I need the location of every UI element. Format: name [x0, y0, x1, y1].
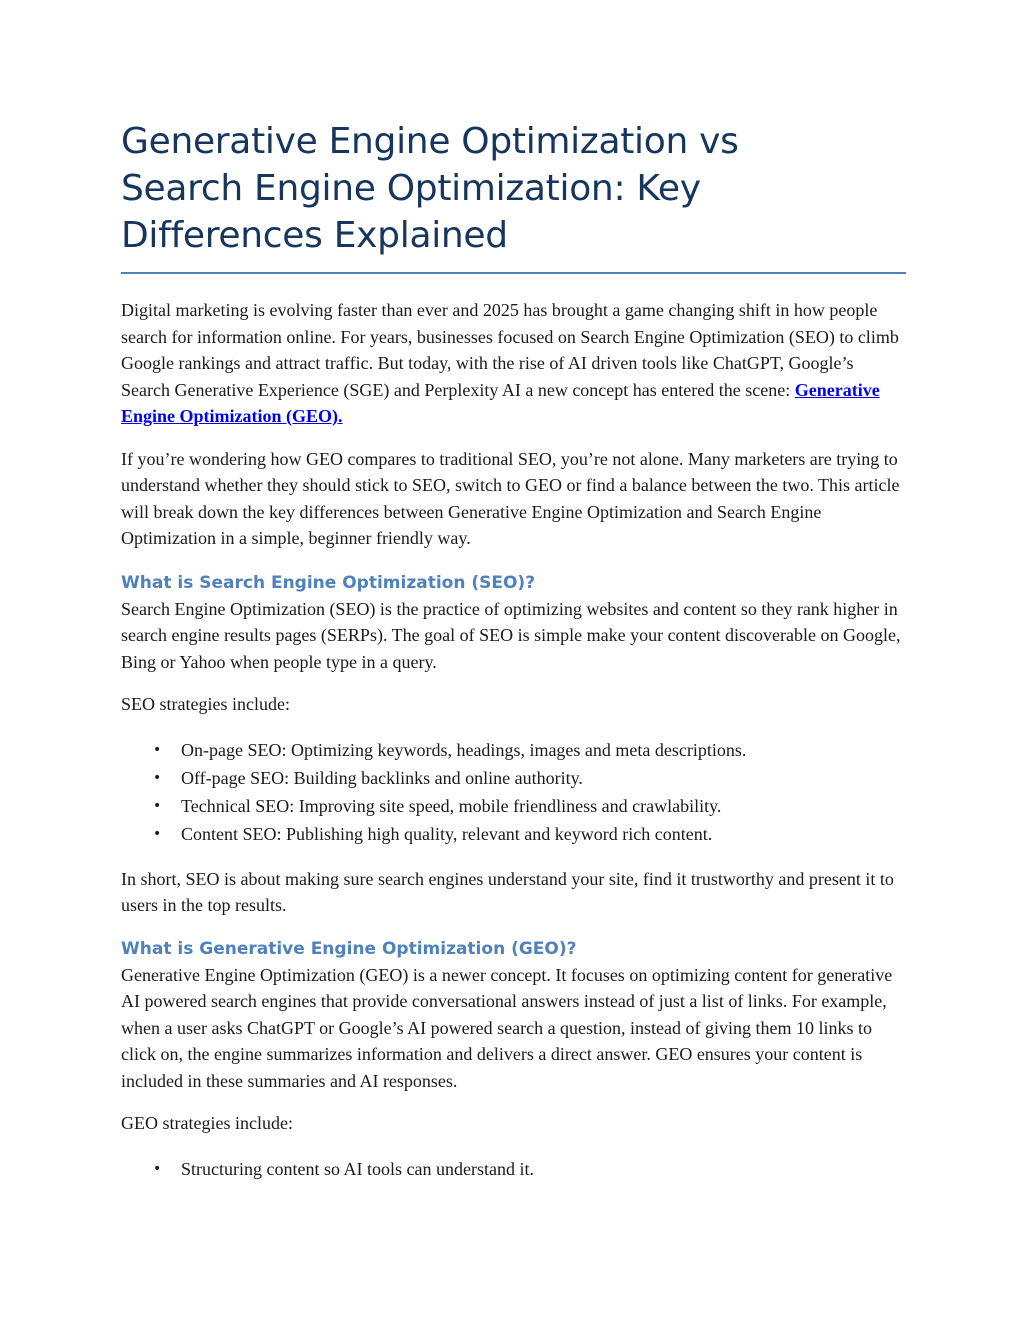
title-line-3: Differences Explained: [121, 215, 508, 256]
bullet-icon: •: [153, 1160, 162, 1177]
document-page: [121, 118, 906, 1183]
list-item: [121, 764, 906, 792]
geo-section-heading: What is Generative Engine Optimization (GEO)?: [121, 938, 577, 959]
geo-section-body: Generative Engine Optimization (GEO) is a newer concept. It focuses on optimizing content for generative AI powered search engines that provide conversational answers instead of just a list of links. For example, when a user asks ChatGPT or Google’s AI powered search a question, instead of giving them 10 links to click on, the engine summarizes information and delivers a direct answer. GEO ensures your content is included in these summaries and AI responses.: [121, 964, 893, 1091]
page-title: [121, 118, 906, 259]
list-item-text: Structuring content so AI tools can understand it.: [181, 1158, 534, 1179]
intro-paragraph-1: [121, 297, 906, 430]
seo-section-heading: What is Search Engine Optimization (SEO)?: [121, 572, 536, 593]
bullet-icon: •: [153, 825, 162, 842]
title-line-2: Search Engine Optimization: Key: [121, 168, 701, 209]
list-item: [121, 736, 906, 764]
title-divider: [121, 272, 906, 274]
list-item: [121, 1155, 906, 1183]
list-item-text: Technical SEO: Improving site speed, mobile friendliness and crawlability.: [181, 795, 722, 816]
title-line-1: Generative Engine Optimization vs: [121, 121, 739, 162]
geo-strategies-intro: GEO strategies include:: [121, 1113, 293, 1133]
list-item-text: Off-page SEO: Building backlinks and online authority.: [181, 767, 583, 788]
geo-article-link[interactable]: Generative Engine Optimization (GEO).: [121, 379, 880, 426]
list-item: [121, 792, 906, 820]
intro-paragraph-2: If you’re wondering how GEO compares to traditional SEO, you’re not alone. Many marketers are trying to understand whether they should stick to SEO, switch to GEO or find a balance between the two. This article will break down the key differences between Generative Engine Optimization and Search Engine Optimization in a simple, beginner friendly way.: [121, 448, 900, 548]
seo-strategies-list: [121, 736, 906, 848]
bullet-icon: •: [153, 769, 162, 786]
list-item-text: Content SEO: Publishing high quality, relevant and keyword rich content.: [181, 823, 713, 844]
bullet-icon: •: [153, 741, 162, 758]
geo-strategies-list: [121, 1155, 906, 1183]
bullet-icon: •: [153, 797, 162, 814]
seo-section-body: Search Engine Optimization (SEO) is the practice of optimizing websites and content so they rank higher in search engine results pages (SERPs). The goal of SEO is simple make your content discoverable on Google, Bing or Yahoo when people type in a query.: [121, 598, 901, 672]
seo-strategies-intro: SEO strategies include:: [121, 694, 290, 714]
seo-summary-paragraph: In short, SEO is about making sure search engines understand your site, find it trustworthy and present it to users in the top results.: [121, 868, 894, 915]
list-item-text: On-page SEO: Optimizing keywords, headings, images and meta descriptions.: [181, 739, 747, 760]
list-item: [121, 820, 906, 848]
intro-paragraph-1-text: Digital marketing is evolving faster than ever and 2025 has brought a game changing shift in how people search for information online. For years, businesses focused on Search Engine Optimization (SEO) to climb Google rankings and attract traffic. But today, with the rise of AI driven tools like ChatGPT, Google’s Search Generative Experience (SGE) and Perplexity AI a new concept has entered the scene:: [121, 300, 899, 400]
